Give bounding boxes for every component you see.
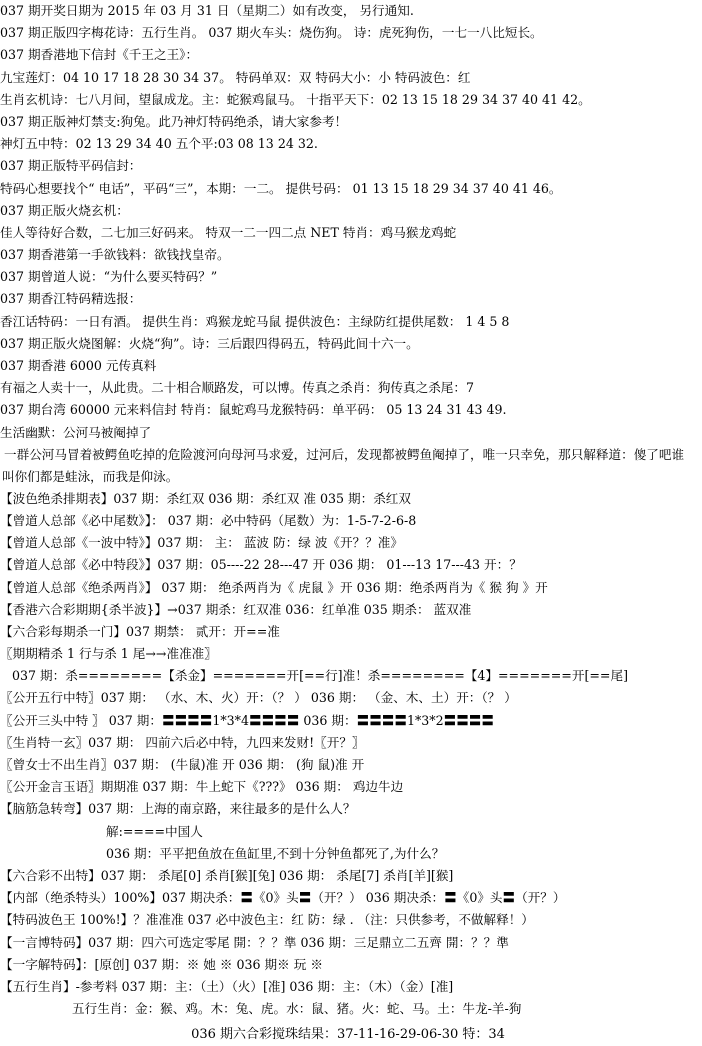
riddle-answer: 解:====中国人 bbox=[106, 823, 203, 839]
draw-result-line: 036 期六合彩搅珠结果：37-11-16-29-06-30 特：34 bbox=[191, 1027, 505, 1043]
shendeng-ban-line: 037 期正版神灯禁支:狗兔。此乃神灯特码绝杀，请大家参考！ bbox=[0, 113, 348, 129]
tepingma-title: 037 期正版特平码信封： bbox=[0, 158, 142, 174]
wuxing-line: 〖公开五行中特〗037 期： （水、木、火）开：（？ ） 036 期： （金、木、土）开：（？ ） bbox=[0, 690, 517, 706]
bose-line: 【波色绝杀排期表】037 期：杀红双 036 期：杀红双 准 035 期：杀红双 bbox=[0, 490, 411, 506]
huoshao-title: 037 期正版火烧玄机： bbox=[0, 202, 129, 218]
meihua-poem-line: 037 期正版四字梅花诗：五行生肖。 037 期火车头：烧伤狗。 诗：虎死狗伤，一七一八比短长。 bbox=[0, 25, 543, 41]
xiangjiang-line: 香江话特码：一日有酒。 提供生肖：鸡猴龙蛇马鼠 提供波色：主绿防红提供尾数： 1 4 5 8 bbox=[0, 313, 510, 329]
yizi-line: 【一字解特码】：[原创] 037 期：※ 她 ※ 036 期※ 玩 ※ bbox=[0, 956, 323, 972]
huoshao-tujie-line: 037 期正版火烧图解：火烧“狗”。诗：三后跟四得码五，特码此间十六一。 bbox=[0, 335, 419, 351]
santou-line: 〖公开三头中特 〗 037 期：〓〓〓〓1*3*4〓〓〓〓 036 期：〓〓〓〓1*3*2〓〓〓〓 bbox=[0, 712, 494, 728]
riddle-036: 036 期：平平把鱼放在鱼缸里,不到十分钟鱼都死了,为什么？ bbox=[106, 845, 445, 861]
wuxing-shengxiao-line: 【五行生肖】-参考料 037 期：主：（土）（火）[准] 036 期：主：（木）（金）[准] bbox=[0, 978, 454, 994]
banbo-line: 【香港六合彩期期{杀半波}】→037 期杀：红双准 036：红单准 035 期杀： 蓝双准 bbox=[0, 601, 472, 617]
yiyan-line: 【一言博特码】037 期：四六可选定零尾 開：？？準 036 期：三足鼎立二五齊 開：？？準 bbox=[0, 934, 509, 950]
wuxing-mapping-line: 五行生肖：金：猴、鸡。木：兔、虎。水：鼠、猪。火：蛇、马。土：牛龙-羊-狗 bbox=[72, 1001, 522, 1017]
bosewang-line: 【特码波色王 100%!】？准准准 037 必中波色主：红 防：绿 . （注：只供参考，不做解释！） bbox=[0, 912, 534, 928]
jinyan-line: 〖公开金言玉语〗期期准 037 期：牛上蛇下《???》 036 期： 鸡边牛边 bbox=[0, 779, 404, 795]
riddle-line: 【脑筋急转弯】037 期：上海的南京路，来往最多的是什么人？ bbox=[0, 801, 356, 817]
shendeng-five-line: 神灯五中特：02 13 29 34 40 五个平:03 08 13 24 32. bbox=[0, 136, 318, 152]
zengdaoren-line: 037 期曾道人说：“为什么要买特码？” bbox=[0, 269, 218, 285]
huoshao-line: 佳人等待好合数，二七加三好码来。 特双一二一四二点 NET 特肖：鸡马猴龙鸡蛇 bbox=[0, 224, 457, 240]
yimen-line: 【六合彩每期杀一门】037 期禁： 贰开：开==准 bbox=[0, 623, 280, 639]
kill-line: 037 期：杀========【杀金】=======开[==行]准！杀========【4】=======开[==尾] bbox=[12, 668, 628, 684]
zengnvshi-line: 〖曾女士不出生肖〗037 期： (牛鼠)准 开 036 期： (狗 鼠)准 开 bbox=[0, 757, 365, 772]
neibu-line: 【内部（绝杀特头）100%】037 期决杀：〓《0》头〓（开？） 036 期决杀：〓《0》头〓（开？） bbox=[0, 890, 566, 906]
xiangjiang-title: 037 期香江特码精选报： bbox=[0, 291, 142, 307]
zodiac-poem-line: 生肖玄机诗：七八月间，望鼠成龙。主：蛇猴鸡鼠马。 十指平天下：02 13 15 18 29 34 37 40 41 42。 bbox=[0, 91, 591, 107]
teduan-line: 【曾道人总部《必中特段》】037 期：05----22 28---47 开 036 期： 01---13 17---43 开：？ bbox=[0, 557, 522, 573]
jiubao-lamp-line: 九宝莲灯：04 10 17 18 28 30 34 37。 特码单双：双 特码大小：小 特码波色：红 bbox=[0, 69, 471, 85]
open-date-line: 037 期开奖日期为 2015 年 03 月 31 日（星期二）如有改变， 另行通知. bbox=[0, 3, 414, 18]
humor-paragraph: 一群公河马冒着被鳄鱼吃掉的危险渡河向母河马求爱，过河后，发现都被鳄鱼阉掉了，唯一只幸免，那只解释道：傻了吧谁叫你们都是蛙泳，而我是仰泳。 bbox=[2, 446, 685, 484]
weishu-line: 【曾道人总部《必中尾数》】： 037 期：必中特码（尾数）为：1-5-7-2-6-8 bbox=[0, 512, 417, 528]
liangxiao-line: 【曾道人总部《绝杀两肖》】 037 期： 绝杀两肖为《 虎鼠 》开 036 期：绝杀两肖为《 猴 狗 》开 bbox=[0, 579, 548, 595]
taiwan-line: 037 期台湾 60000 元来料信封 特肖：鼠蛇鸡马龙猴特码：单平码： 05 13 24 31 43 49. bbox=[0, 402, 507, 418]
fax-line: 有福之人卖十一，从此贵。二十相合顺路发，可以博。传真之杀肖：狗传真之杀尾：7 bbox=[0, 380, 474, 396]
buchute-line: 【六合彩不出特】037 期： 杀尾[0] 杀肖[猴][兔] 036 期： 杀尾[7] 杀肖[羊][猴] bbox=[0, 867, 454, 883]
yibo-line: 【曾道人总部《一波中特》】037 期： 主： 蓝波 防：绿 波《开？？准》 bbox=[0, 535, 403, 551]
humor-title: 生活幽默：公河马被阉掉了 bbox=[0, 424, 152, 440]
hk-envelope-title: 037 期香港地下信封《千王之王》： bbox=[0, 47, 199, 63]
yixuan-line: 〖生肖特一玄〗037 期： 四前六后必中特，九四来发财!〖开？〗 bbox=[0, 734, 365, 750]
yuqian-line: 037 期香港第一手欲钱料：欲钱找皇帝。 bbox=[0, 247, 230, 263]
fax-title: 037 期香港 6000 元传真料 bbox=[0, 358, 157, 373]
jingsha-title: 〖期期精杀 1 行与杀 1 尾→→准准准〗 bbox=[0, 646, 217, 662]
tepingma-line: 特码心想要找个“ 电话”，平码“三”，本期：一二。 提供号码： 01 13 15 18 29 34 37 40 41 46。 bbox=[0, 180, 562, 196]
